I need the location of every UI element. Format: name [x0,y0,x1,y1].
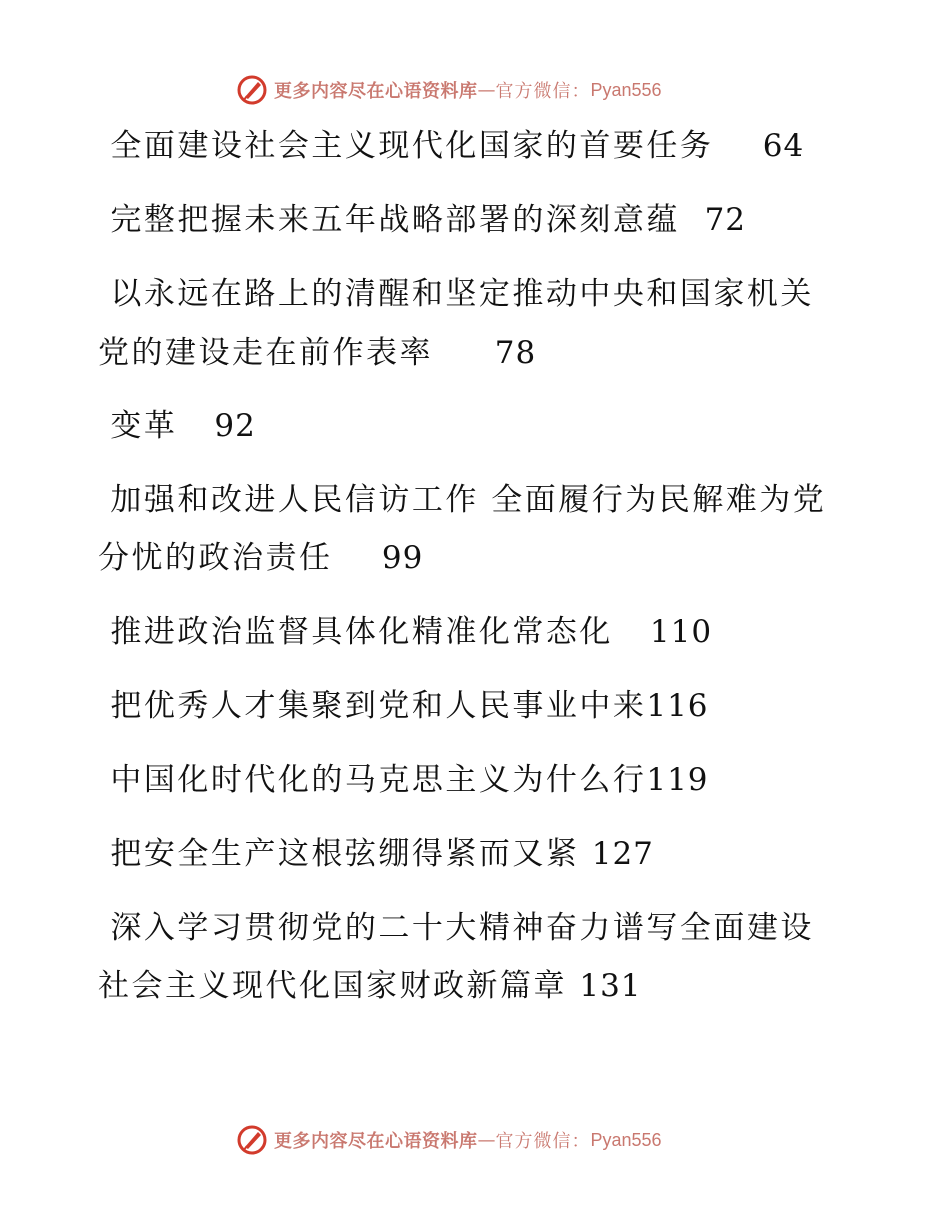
toc-line-text: 社会主义现代化国家财政新篇章 [98,968,580,1004]
toc-line [98,126,804,166]
footer-watermark-banner [236,1123,662,1157]
banner-wechat-id: Pyan556 [590,79,662,100]
toc-line [98,333,536,373]
banner-lead-text: 更多内容尽在心语资料库 [274,81,478,102]
quill-logo-icon [236,1124,268,1156]
toc-page-number: 127 [591,836,654,872]
toc-line-text: 加强和改进人民信访工作 全面履行为民解难为党 [98,482,827,518]
toc-line-text: 深入学习贯彻党的二十大精神奋力谱写全面建设 [98,910,814,946]
toc-line [98,908,814,948]
toc-line-text: 中国化时代化的马克思主义为什么行 [98,762,647,798]
toc-line-text: 推进政治监督具体化精准化常态化 [98,614,650,650]
banner-dash: — [477,1129,496,1151]
toc-line [98,612,712,652]
toc-page-number: 72 [704,202,747,238]
banner-wechat-label: 官方微信： [495,81,591,102]
toc-line [98,480,826,520]
toc-page-number: 131 [579,968,642,1004]
toc-page-number: 119 [646,762,709,798]
toc-line-text: 党的建设走在前作表率 [98,335,495,371]
banner-dash: — [477,79,496,101]
toc-page-number: 116 [646,688,709,724]
toc-line-text: 分忧的政治责任 [98,540,382,576]
banner-wechat-label: 官方微信： [495,1131,591,1152]
toc-line [98,406,256,446]
toc-line-text: 全面建设社会主义现代化国家的首要任务 [98,128,763,164]
toc-line [98,834,654,874]
toc-page-number: 99 [381,540,424,576]
toc-page-number: 92 [214,408,256,444]
toc-line [98,760,709,800]
toc-line-text: 以永远在路上的清醒和坚定推动中央和国家机关 [98,276,814,312]
toc-page-number: 64 [762,128,805,164]
banner-lead-text: 更多内容尽在心语资料库 [274,1131,478,1152]
quill-logo-icon [236,74,268,106]
toc-line-text: 完整把握未来五年战略部署的深刻意蕴 [98,202,705,238]
header-watermark-banner [236,73,662,107]
toc-line [98,200,746,240]
toc-line-text: 把安全生产这根弦绷得紧而又紧 [98,836,592,872]
toc-line-text: 把优秀人才集聚到党和人民事业中来 [98,688,647,724]
banner-wechat-id: Pyan556 [590,1129,662,1150]
toc-line [98,966,642,1006]
toc-line [98,274,814,314]
toc-line [98,538,423,578]
toc-page-number: 110 [649,614,713,650]
toc-line [98,686,709,726]
toc-line-text: 变革 [98,408,215,444]
toc-page-number: 78 [494,335,537,371]
